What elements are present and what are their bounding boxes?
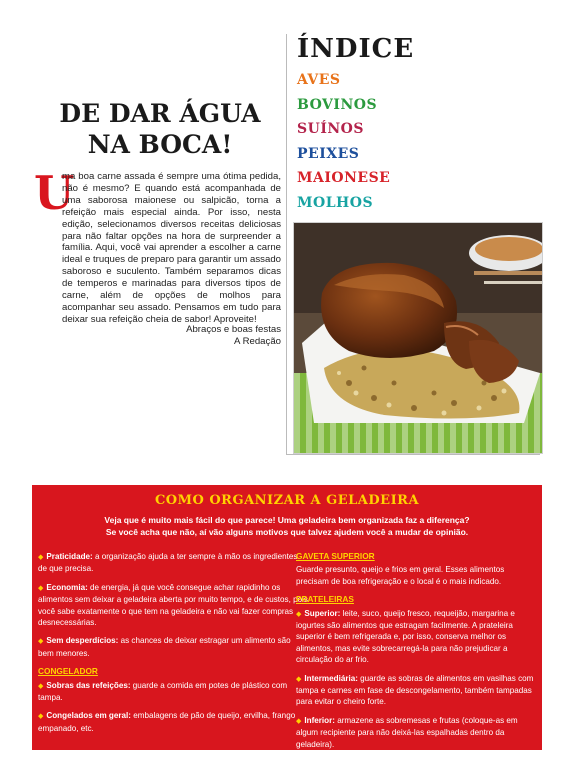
- tip-praticidade: ◆ Praticidade: a organização ajuda a ter sempre à mão os ingredientes de que precisa.: [38, 552, 298, 574]
- drop-cap: U: [34, 166, 75, 220]
- diamond-bullet-icon: ◆: [296, 610, 302, 618]
- index-title: ÍNDICE: [297, 34, 415, 64]
- fridge-tips-panel: [32, 485, 542, 750]
- diamond-bullet-icon: ◆: [38, 554, 44, 561]
- diamond-bullet-icon: ◆: [38, 638, 44, 646]
- diamond-bullet-icon: ◆: [296, 717, 302, 725]
- editorial-signoff: [140, 324, 281, 348]
- tip-superior: ◆ Superior: leite, suco, queijo fresco, requeijão, margarina e iogurtes são alimentos que estragam facilmente. A prateleira superior é bem refrigerada e, por isso, conserva melhor os alimentos, mas evite sobrecarregá-la para não prejudicar a circulação do ar frio.: [296, 608, 515, 665]
- tip-gaveta: Guarde presunto, queijo e frios em geral. Esses alimentos precisam de boa refrigeração e o local é o mais indicado.: [296, 565, 505, 586]
- section-head-prateleiras: PRATELEIRAS: [296, 594, 354, 605]
- signature-text: A Redação: [234, 336, 281, 347]
- index-bottom-rule: [286, 454, 540, 455]
- index-item-aves[interactable]: AVES: [297, 72, 341, 88]
- tip-economia: ◆ Economia: de energia, já que você consegue achar rapidinho os alimentos sem deixar a geladeira aberta por muito tempo, e de custos, pois você sabe exatamente o que tem na geladeira e não vai fazer compras desnecessárias.: [38, 582, 308, 628]
- diamond-bullet-icon: ◆: [296, 675, 302, 683]
- signoff-text: Abraços e boas festas: [186, 324, 281, 335]
- panel-subtitle: [52, 514, 522, 538]
- editorial-headline: [40, 98, 280, 160]
- panel-subtitle-line-2: Se você acha que não, aí vão alguns motivos que talvez ajudem você a mudar de opinião.: [105, 527, 469, 537]
- tip-sem-desperdicios: ◆ Sem desperdícios: as chances de deixar estragar um alimento são bem menores.: [38, 636, 291, 658]
- tip-sobras: ◆ Sobras das refeições: guarde a comida em potes de plástico com tampa.: [38, 680, 288, 703]
- column-divider: [286, 34, 287, 454]
- section-head-congelador: CONGELADOR: [38, 666, 98, 677]
- panel-left-column: [38, 551, 308, 741]
- section-head-gaveta: GAVETA SUPERIOR: [296, 551, 375, 561]
- roast-beef-photo: [293, 222, 543, 454]
- diamond-bullet-icon: ◆: [38, 713, 44, 721]
- panel-right-column: [296, 551, 538, 757]
- headline-line-2: NA BOCA!: [87, 130, 233, 159]
- editorial-body: ma boa carne assada é sempre uma ótima pedida, não é mesmo? E quando está acompanhada de uma saborosa maionese ou salpicão, torna a refeição mais especial ainda. Por isso, nesta edição, selecionamos diversos receitas deliciosas para não faltar opções na hora de surpreender a família. Aqui, você vai aprender a escolher a carne ideal e truques de preparo para garantir um assado saboroso e suculento. Também separamos dicas de temperos e marinadas para diversos tipos de carne, além de opções de molhos para acompanhar seu assado. Pensamos em tudo para deixar sua refeição cheia de sabor! Aproveite!: [62, 171, 281, 325]
- diamond-bullet-icon: ◆: [38, 584, 44, 592]
- index-item-bovinos[interactable]: BOVINOS: [297, 96, 378, 113]
- index-item-peixes[interactable]: PEIXES: [297, 145, 360, 162]
- roast-beef-illustration: [294, 223, 542, 453]
- panel-subtitle-line-1: Veja que é muito mais fácil do que parece! Uma geladeira bem organizada faz a diferença?: [104, 515, 470, 525]
- index-item-maionese[interactable]: MAIONESE: [297, 170, 391, 186]
- diamond-bullet-icon: ◆: [38, 682, 44, 690]
- headline-line-1: DE DAR ÁGUA: [59, 99, 261, 128]
- tip-intermediaria: ◆ Intermediária: guarde as sobras de alimentos em vasilhas com tampa e carnes em fase de descongelamento, também tampadas para evitar o cheiro forte.: [296, 673, 534, 707]
- index-item-molhos[interactable]: MOLHOS: [297, 194, 374, 211]
- index-list: [297, 68, 390, 215]
- panel-title: COMO ORGANIZAR A GELADEIRA: [154, 493, 420, 508]
- index-item-suinos[interactable]: SUÍNOS: [297, 121, 364, 137]
- tip-congelados: ◆ Congelados em geral: embalagens de pão de queijo, ervilha, frango empanado, etc.: [38, 711, 296, 733]
- tip-inferior: ◆ Inferior: armazene as sobremesas e frutas (coloque-as em algum recipiente para não deixá-las espalhadas dentro da geladeira).: [296, 715, 518, 749]
